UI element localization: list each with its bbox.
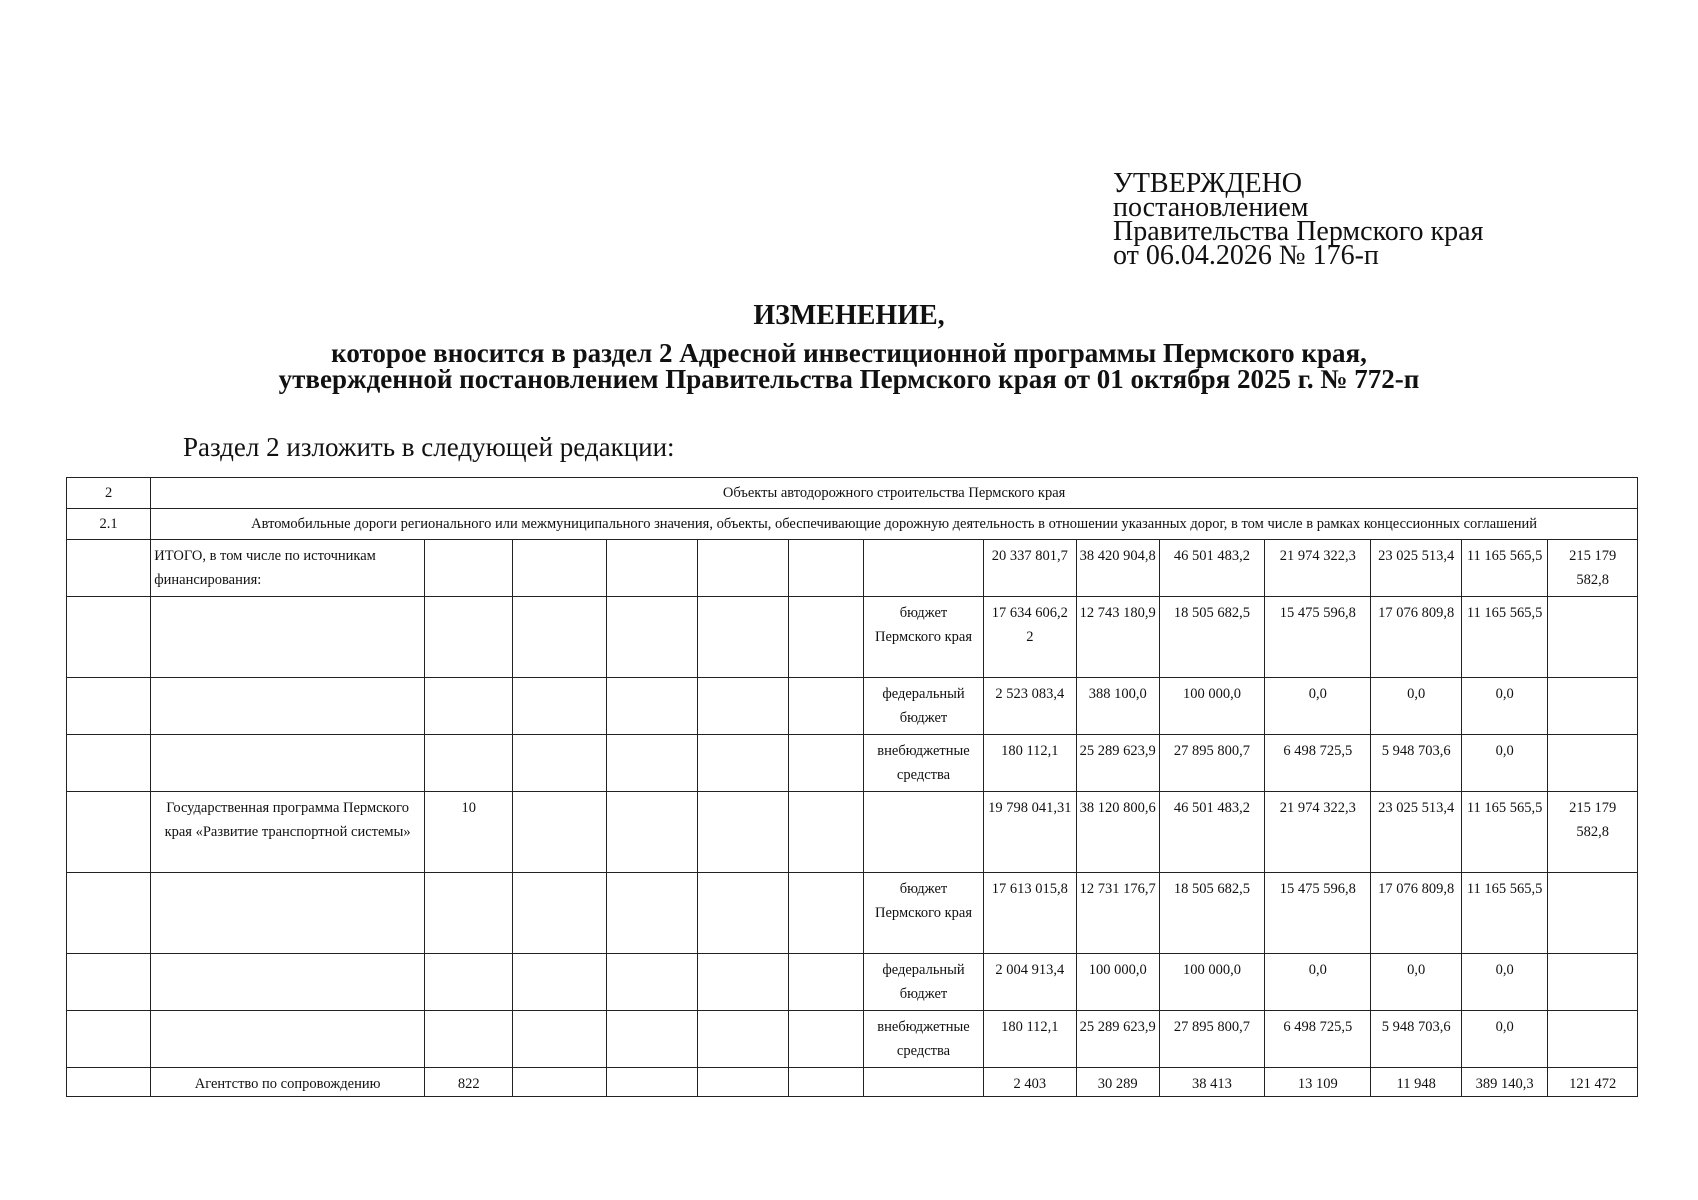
row-name [151,954,425,1011]
approval-date-number: от 06.04.2026 № 176-п [1113,240,1379,271]
value-cell: 11 165 565,5 [1461,873,1547,954]
value-cell: 388 100,0 [1076,678,1159,735]
empty-cell [789,873,864,954]
approval-line-3: Правительства Пермского края [1113,216,1484,247]
value-cell [1548,873,1638,954]
empty-cell [513,1011,607,1068]
empty-cell [697,735,789,792]
empty-cell [697,792,789,873]
row-source: бюджет Пермского края [864,597,984,678]
value-cell: 23 025 513,4 [1371,540,1462,597]
table-row [67,540,1638,597]
document-title: ИЗМЕНЕНИЕ, [753,300,945,331]
value-cell: 0,0 [1371,954,1462,1011]
row-code [424,540,512,597]
value-cell: 13 109 [1265,1068,1371,1097]
table-row [67,954,1638,1011]
value-cell: 21 974 322,3 [1265,792,1371,873]
row-code [424,873,512,954]
row-source [864,540,984,597]
value-cell: 11 165 565,5 [1461,540,1547,597]
empty-cell [513,954,607,1011]
row-number [67,597,151,678]
value-cell: 2 004 913,4 [984,954,1077,1011]
empty-cell [513,540,607,597]
value-cell: 25 289 623,9 [1076,1011,1159,1068]
value-cell: 27 895 800,7 [1159,735,1264,792]
value-cell: 11 165 565,5 [1461,792,1547,873]
document-subtitle [0,340,1698,392]
value-cell: 12 731 176,7 [1076,873,1159,954]
row-name [151,735,425,792]
empty-cell [607,1068,698,1097]
empty-cell [697,540,789,597]
empty-cell [697,954,789,1011]
row-code [424,735,512,792]
value-cell: 17 613 015,8 [984,873,1077,954]
value-cell: 0,0 [1461,954,1547,1011]
empty-cell [607,678,698,735]
row-number [67,954,151,1011]
value-cell: 11 165 565,5 [1461,597,1547,678]
empty-cell [789,1068,864,1097]
empty-cell [607,873,698,954]
table-row [67,873,1638,954]
section-number: 2 [67,478,151,509]
value-cell: 6 498 725,5 [1265,1011,1371,1068]
value-cell: 0,0 [1265,678,1371,735]
value-cell: 12 743 180,9 [1076,597,1159,678]
empty-cell [697,1068,789,1097]
row-name: Государственная программа Пермского края «Развитие транспортной системы» [151,792,425,873]
value-cell: 0,0 [1461,735,1547,792]
value-cell: 25 289 623,9 [1076,735,1159,792]
value-cell: 21 974 322,3 [1265,540,1371,597]
empty-cell [513,597,607,678]
row-name [151,597,425,678]
subsection-row [67,509,1638,540]
value-cell: 38 413 [1159,1068,1264,1097]
row-code [424,678,512,735]
value-cell: 38 420 904,8 [1076,540,1159,597]
empty-cell [607,954,698,1011]
empty-cell [513,678,607,735]
row-code [424,1011,512,1068]
empty-cell [607,1011,698,1068]
value-cell: 180 112,1 [984,735,1077,792]
row-number [67,540,151,597]
approval-line-2: постановлением [1113,192,1309,223]
subtitle-line-1: которое вносится в раздел 2 Адресной инвестиционной программы Пермского края, [331,338,1367,368]
table-row [67,597,1638,678]
row-source [864,1068,984,1097]
table-row [67,1068,1638,1097]
row-code: 822 [424,1068,512,1097]
row-source: федеральный бюджет [864,954,984,1011]
value-cell: 15 475 596,8 [1265,597,1371,678]
row-number [67,1011,151,1068]
row-source: бюджет Пермского края [864,873,984,954]
row-name: Агентство по сопровождению [151,1068,425,1097]
value-cell: 18 505 682,5 [1159,873,1264,954]
value-cell: 15 475 596,8 [1265,873,1371,954]
row-code: 10 [424,792,512,873]
row-number [67,678,151,735]
empty-cell [789,792,864,873]
value-cell: 17 634 606,2 2 [984,597,1077,678]
row-name [151,678,425,735]
value-cell: 2 403 [984,1068,1077,1097]
row-number [67,873,151,954]
empty-cell [697,678,789,735]
value-cell: 215 179 582,8 [1548,540,1638,597]
value-cell: 0,0 [1265,954,1371,1011]
value-cell: 100 000,0 [1159,678,1264,735]
subsection-title: Автомобильные дороги регионального или межмуниципального значения, объекты, обеспечивающие дорожную деятельность в отношении указанных дорог, в том числе в рамках концессионных соглашений [151,509,1638,540]
value-cell: 17 076 809,8 [1371,597,1462,678]
empty-cell [513,792,607,873]
empty-cell [789,540,864,597]
value-cell: 2 523 083,4 [984,678,1077,735]
empty-cell [607,735,698,792]
row-name [151,873,425,954]
value-cell [1548,954,1638,1011]
empty-cell [697,1011,789,1068]
value-cell: 5 948 703,6 [1371,735,1462,792]
investment-table [66,477,1638,1097]
row-code [424,597,512,678]
value-cell [1548,678,1638,735]
value-cell: 27 895 800,7 [1159,1011,1264,1068]
section-title: Объекты автодорожного строительства Пермского края [151,478,1638,509]
value-cell: 11 948 [1371,1068,1462,1097]
empty-cell [607,540,698,597]
table-row [67,1011,1638,1068]
section-row [67,478,1638,509]
table-row [67,678,1638,735]
value-cell: 5 948 703,6 [1371,1011,1462,1068]
value-cell: 180 112,1 [984,1011,1077,1068]
value-cell [1548,735,1638,792]
empty-cell [513,1068,607,1097]
row-name: ИТОГО, в том числе по источникам финансирования: [151,540,425,597]
subtitle-line-2: утвержденной постановлением Правительства Пермского края от 01 октября 2025 г. № 772-п [278,364,1420,394]
value-cell: 100 000,0 [1076,954,1159,1011]
value-cell: 46 501 483,2 [1159,792,1264,873]
row-source: внебюджетные средства [864,1011,984,1068]
value-cell: 215 179 582,8 [1548,792,1638,873]
value-cell: 18 505 682,5 [1159,597,1264,678]
value-cell: 0,0 [1461,678,1547,735]
empty-cell [789,1011,864,1068]
approval-title: УТВЕРЖДЕНО [1113,168,1303,199]
empty-cell [513,735,607,792]
row-source [864,792,984,873]
value-cell: 6 498 725,5 [1265,735,1371,792]
row-source: внебюджетные средства [864,735,984,792]
approval-stamp [1113,168,1484,271]
value-cell: 20 337 801,7 [984,540,1077,597]
row-number [67,735,151,792]
empty-cell [789,735,864,792]
empty-cell [513,873,607,954]
value-cell: 389 140,3 [1461,1068,1547,1097]
empty-cell [607,792,698,873]
value-cell: 46 501 483,2 [1159,540,1264,597]
value-cell: 19 798 041,31 [984,792,1077,873]
row-code [424,954,512,1011]
intro-text: Раздел 2 изложить в следующей редакции: [183,432,675,462]
value-cell: 38 120 800,6 [1076,792,1159,873]
row-number [67,792,151,873]
value-cell: 23 025 513,4 [1371,792,1462,873]
value-cell: 100 000,0 [1159,954,1264,1011]
value-cell: 17 076 809,8 [1371,873,1462,954]
value-cell [1548,597,1638,678]
table-row [67,792,1638,873]
empty-cell [697,873,789,954]
empty-cell [789,678,864,735]
empty-cell [789,597,864,678]
value-cell: 0,0 [1371,678,1462,735]
row-source: федеральный бюджет [864,678,984,735]
row-number [67,1068,151,1097]
value-cell: 0,0 [1461,1011,1547,1068]
row-name [151,1011,425,1068]
value-cell: 121 472 [1548,1068,1638,1097]
empty-cell [607,597,698,678]
table-row [67,735,1638,792]
value-cell: 30 289 [1076,1068,1159,1097]
subsection-number: 2.1 [67,509,151,540]
empty-cell [789,954,864,1011]
value-cell [1548,1011,1638,1068]
empty-cell [697,597,789,678]
